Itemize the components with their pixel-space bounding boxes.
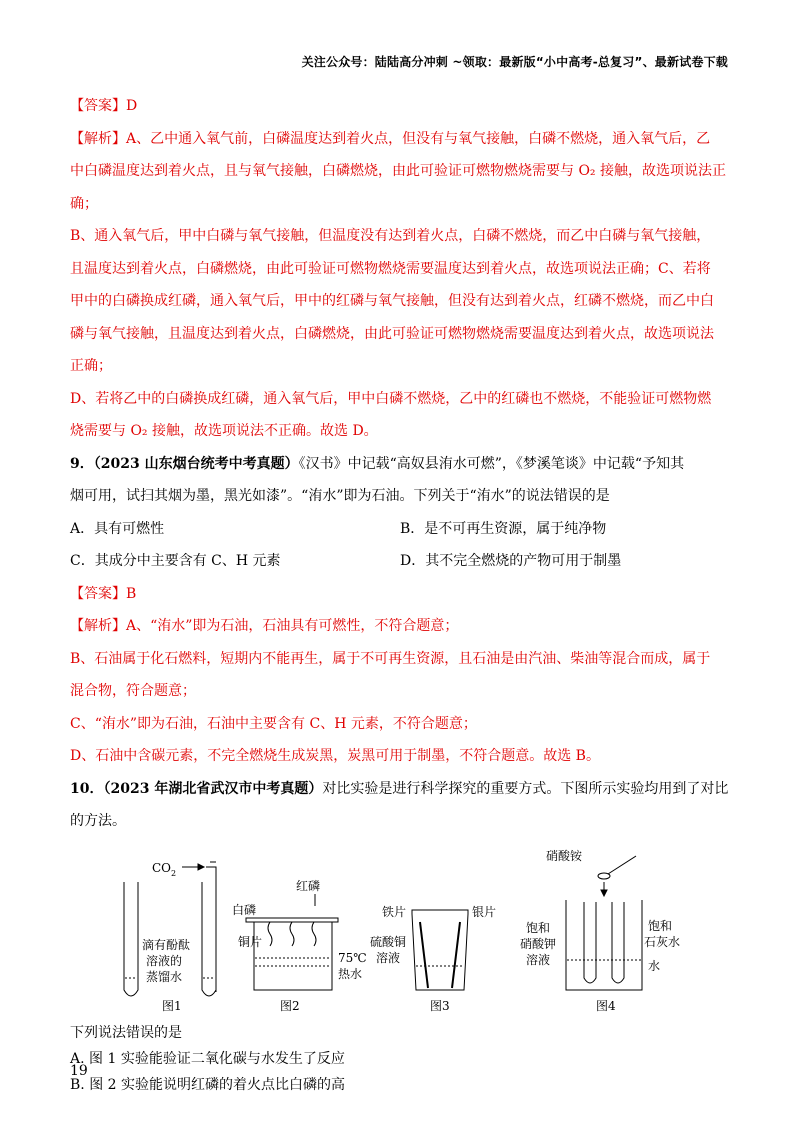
option-d: D．其不完全燃烧的产物可用于制墨	[400, 553, 622, 569]
analysis-line: 确；	[70, 195, 98, 212]
page-number: 19	[70, 1063, 88, 1079]
gas-tube	[206, 867, 216, 992]
analysis-line: 磷与氧气接触，且温度达到着火点，白磷燃烧，由此可验证可燃物燃烧需要温度达到着火点，故选项说法	[70, 325, 714, 342]
fig2-caption: 图2	[280, 998, 300, 1013]
analysis-line: 混合物，符合题意；	[70, 683, 196, 699]
limewater-label-1: 饱和	[648, 918, 673, 933]
test-tube-right	[612, 902, 624, 983]
silver-sheet	[452, 922, 460, 988]
option-b: B．是不可再生资源，属于纯净物	[400, 520, 607, 537]
water-temp-label: 75℃	[338, 950, 367, 965]
q9-stem	[70, 448, 730, 481]
analysis-line: 【解析】A、乙中通入氧气前，白磷温度达到着火点，但没有与氧气接触，白磷不燃烧，通入氧气后，乙	[70, 130, 711, 147]
q9-source: （2023 山东烟台统考中考真题）	[93, 455, 299, 472]
iron-sheet	[420, 922, 428, 988]
analysis-line: 甲中的白磷换成红磷，通入氧气后，甲中的红磷与氧气接触，但没有达到着火点，红磷不燃烧，而乙中白	[70, 293, 714, 309]
copper-label: 铜片	[238, 934, 263, 949]
option-a: A．具有可燃性	[70, 520, 165, 537]
white-p-label: 白磷	[232, 902, 257, 917]
spoon-handle	[608, 856, 636, 874]
option-c: C．其成分中主要含有 C、H 元素	[70, 553, 281, 569]
kno3-label-2: 硝酸钾	[520, 936, 557, 951]
water-label: 水	[648, 958, 661, 973]
q9-options-row2	[70, 545, 730, 578]
figure-3	[370, 904, 496, 1013]
q10-option-a: A. 图 1 实验能验证二氧化碳与水发生了反应	[70, 1050, 345, 1067]
analysis-line: C、“洧水”即为石油，石油中主要含有 C、H 元素，不符合题意；	[70, 715, 477, 732]
co2-arrowhead	[198, 864, 204, 870]
cuso4-label-2: 溶液	[376, 950, 401, 965]
red-p-label: 红磷	[296, 878, 321, 893]
co2-label: $CO_2$	[152, 860, 177, 878]
q10-number: 10．	[70, 780, 104, 797]
analysis-line: B、石油属于化石燃料，短期内不能再生，属于不可再生资源，且石油是由汽油、柴油等混合而成，属于	[70, 650, 711, 667]
limewater-label-2: 石灰水	[644, 934, 681, 949]
kno3-label-3: 溶液	[526, 952, 551, 967]
q10-stem-line2: 的方法。	[70, 813, 126, 829]
fig1-caption: 图1	[162, 998, 182, 1013]
test-tube-left	[584, 902, 596, 983]
page-content	[70, 90, 730, 1098]
fig1-label-1: 滴有酚酞	[142, 937, 191, 952]
analysis-line: 且温度达到着火点，白磷燃烧，由此可验证可燃物燃烧需要温度达到着火点，故选项说法正确；C、若将	[70, 260, 711, 277]
figure-2	[232, 878, 367, 1013]
q10-stem-text: 对比实验是进行科学探究的重要方式。下图所示实验均用到了对比	[322, 780, 729, 797]
fig1-label-3: 蒸馏水	[146, 969, 183, 984]
large-beaker	[566, 900, 642, 990]
q8-analysis	[70, 123, 730, 448]
figure-4	[520, 848, 680, 1013]
kno3-label-1: 饱和	[526, 920, 551, 935]
experiment-figures-svg	[70, 842, 730, 1020]
q9-stem-text: 《汉书》中记载“高奴县洧水可燃”，《梦溪笔谈》中记载“予知其	[298, 455, 685, 472]
silver-label: 银片	[472, 904, 497, 919]
q10-stem	[70, 773, 730, 806]
experiment-figures	[70, 842, 730, 1020]
spoon-arrowhead	[601, 890, 607, 896]
analysis-line: D、石油中含碳元素，不完全燃烧生成炭黑，炭黑可用于制墨，不符合题意。故选 B。	[70, 748, 600, 764]
analysis-line: 正确；	[70, 358, 112, 374]
q9-analysis	[70, 610, 730, 773]
nh4no3-label: 硝酸铵	[546, 848, 583, 863]
analysis-line: D、若将乙中的白磷换成红磷，通入氧气后，甲中白磷不燃烧，乙中的红磷也不燃烧，不能验证可燃物燃	[70, 390, 712, 407]
beaker	[254, 922, 332, 990]
fig1-label-2: 溶液的	[146, 953, 183, 968]
heat-waves	[268, 922, 316, 946]
page-header: 关注公众号：陆陆高分冲刺 ~领取：最新版“小中高考-总复习”、最新试卷下载	[301, 55, 728, 69]
analysis-line: 中白磷温度达到着火点，且与氧气接触，白磷燃烧，由此可验证可燃物燃烧需要与 O₂ 接触，故选项说法正	[70, 163, 726, 179]
copper-sheet	[246, 918, 338, 922]
q9-stem-line2: 烟可用，试扫其烟为墨，黑光如漆”。“洧水”即为石油。下列关于“洧水”的说法错误的是	[70, 488, 610, 504]
test-tube-right	[202, 882, 216, 996]
q8-answer: 【答案】D	[70, 98, 138, 114]
iron-label: 铁片	[382, 904, 407, 919]
q9-number: 9．	[70, 455, 94, 472]
hot-water-label: 热水	[338, 966, 363, 981]
test-tube-left	[124, 882, 138, 996]
analysis-line: 【解析】A、“洧水”即为石油，石油具有可燃性，不符合题意；	[70, 618, 459, 634]
q10-source: （2023 年湖北省武汉市中考真题）	[103, 780, 323, 797]
q10-question: 下列说法错误的是	[70, 1024, 182, 1041]
fig3-caption: 图3	[430, 998, 450, 1013]
q10-option-b: B. 图 2 实验能说明红磷的着火点比白磷的高	[70, 1076, 345, 1093]
analysis-line: B、通入氧气后，甲中白磷与氧气接触，但温度没有达到着火点，白磷不燃烧，而乙中白磷与氧气接触，	[70, 228, 711, 244]
q9-answer: 【答案】B	[70, 585, 137, 602]
fig4-caption: 图4	[596, 998, 616, 1013]
cuso4-label-1: 硫酸铜	[370, 934, 407, 949]
q9-options-row1	[70, 513, 730, 546]
figure-1	[124, 861, 216, 1013]
analysis-line: 烧需要与 O₂ 接触，故选项说法不正确。故选 D。	[70, 423, 378, 439]
